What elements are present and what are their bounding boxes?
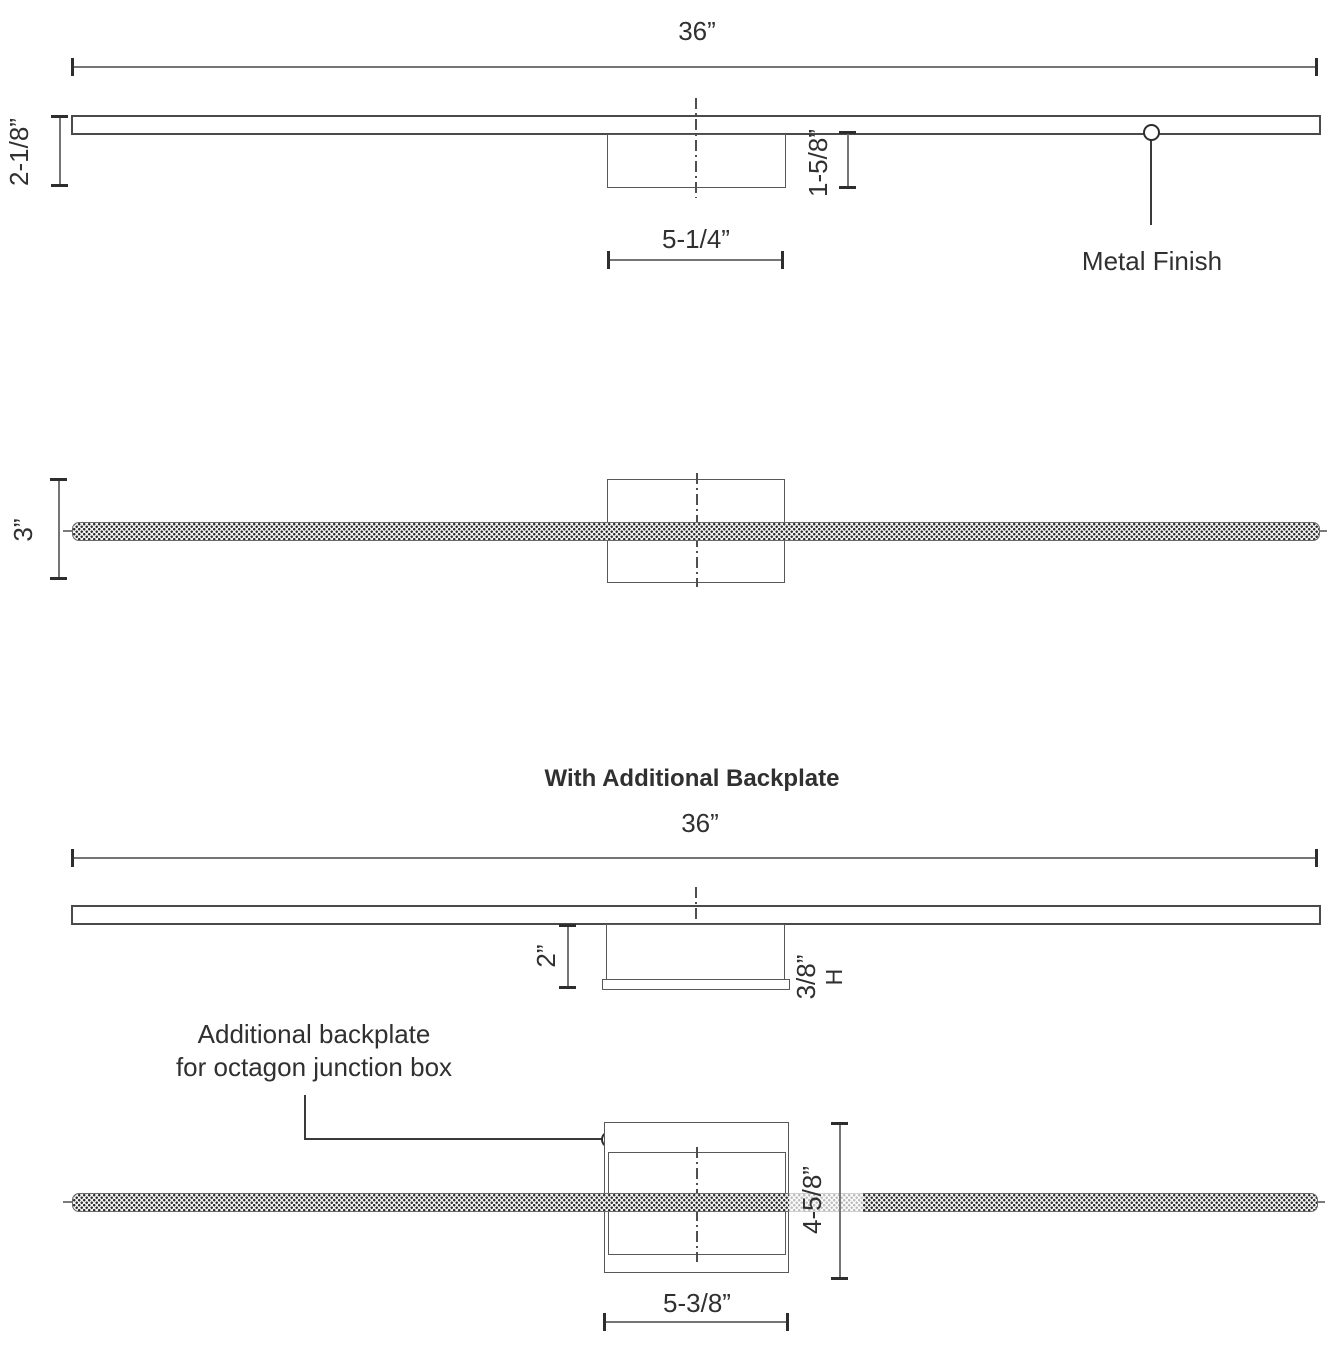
canopy-depth-label: 1-5/8” <box>803 129 833 197</box>
canopy-box-backplate-front <box>606 924 785 980</box>
metal-finish-callout-circle <box>1143 124 1160 141</box>
backplate-depth-label: 4-5/8” <box>797 1166 827 1234</box>
backplate-note-leader-horizontal <box>304 1138 602 1140</box>
canopy-height-tick-top <box>559 924 576 927</box>
canopy-box-front <box>607 134 786 188</box>
backplate-overall-width-tick-right <box>1315 849 1318 867</box>
top-depth-label: 3” <box>8 518 38 542</box>
front-centerline <box>695 98 697 198</box>
canopy-width-tick-right <box>781 251 784 269</box>
backplate-width-tick-right <box>786 1313 789 1331</box>
backplate-depth-dim-line <box>839 1125 841 1280</box>
backplate-width-label: 5-3/8” <box>663 1288 731 1318</box>
canopy-depth-dim-line <box>847 134 849 188</box>
front-height-label: 2-1/8” <box>4 118 34 186</box>
fixture-bar-top <box>72 522 1320 541</box>
backplate-note-line1: Additional backplate <box>197 1019 431 1049</box>
backplate-note-leader-vertical <box>304 1095 306 1140</box>
canopy-height-tick-bottom <box>559 986 576 989</box>
front-height-dim-line <box>59 117 61 187</box>
top-depth-tick-bottom <box>50 577 67 580</box>
canopy-width-tick-left <box>607 251 610 269</box>
backplate-overall-width-label: 36” <box>681 808 719 838</box>
backplate-note-label <box>114 1018 514 1084</box>
metal-finish-label: Metal Finish <box>1081 246 1223 276</box>
backplate-thickness-value: 3/8” <box>791 954 821 1000</box>
backplate-overall-width-tick-left <box>71 849 74 867</box>
backplate-width-dim-line <box>605 1321 788 1323</box>
front-height-tick-top <box>51 115 68 118</box>
top-depth-dim-line <box>58 481 60 579</box>
canopy-width-label: 5-1/4” <box>662 224 730 254</box>
canopy-height-label: 2” <box>531 944 561 968</box>
front-overall-width-tick-right <box>1315 58 1318 76</box>
backplate-note-line2: for octagon junction box <box>175 1052 453 1082</box>
backplate-thickness-label <box>792 927 848 1027</box>
canopy-depth-tick-top <box>839 131 856 134</box>
top-depth-tick-top <box>50 478 67 481</box>
backplate-thickness-unit: H <box>821 968 847 986</box>
backplate-strip-front <box>602 979 790 990</box>
front-overall-width-label: 36” <box>678 16 716 46</box>
front-height-tick-bottom <box>51 184 68 187</box>
backplate-depth-tick-top <box>831 1122 848 1125</box>
backplate-depth-tick-bottom <box>831 1277 848 1280</box>
metal-finish-leader-line <box>1150 140 1152 225</box>
fixture-bar-backplate-top <box>72 1193 1318 1212</box>
backplate-section-title: With Additional Backplate <box>544 765 840 792</box>
backplate-width-tick-left <box>603 1313 606 1331</box>
canopy-depth-tick-bottom <box>839 186 856 189</box>
front-overall-width-tick-left <box>71 58 74 76</box>
backplate-overall-width-dim-line <box>73 857 1317 859</box>
canopy-height-dim-line <box>567 927 569 989</box>
canopy-width-dim-line <box>609 259 783 261</box>
front-overall-width-dim-line <box>73 66 1317 68</box>
